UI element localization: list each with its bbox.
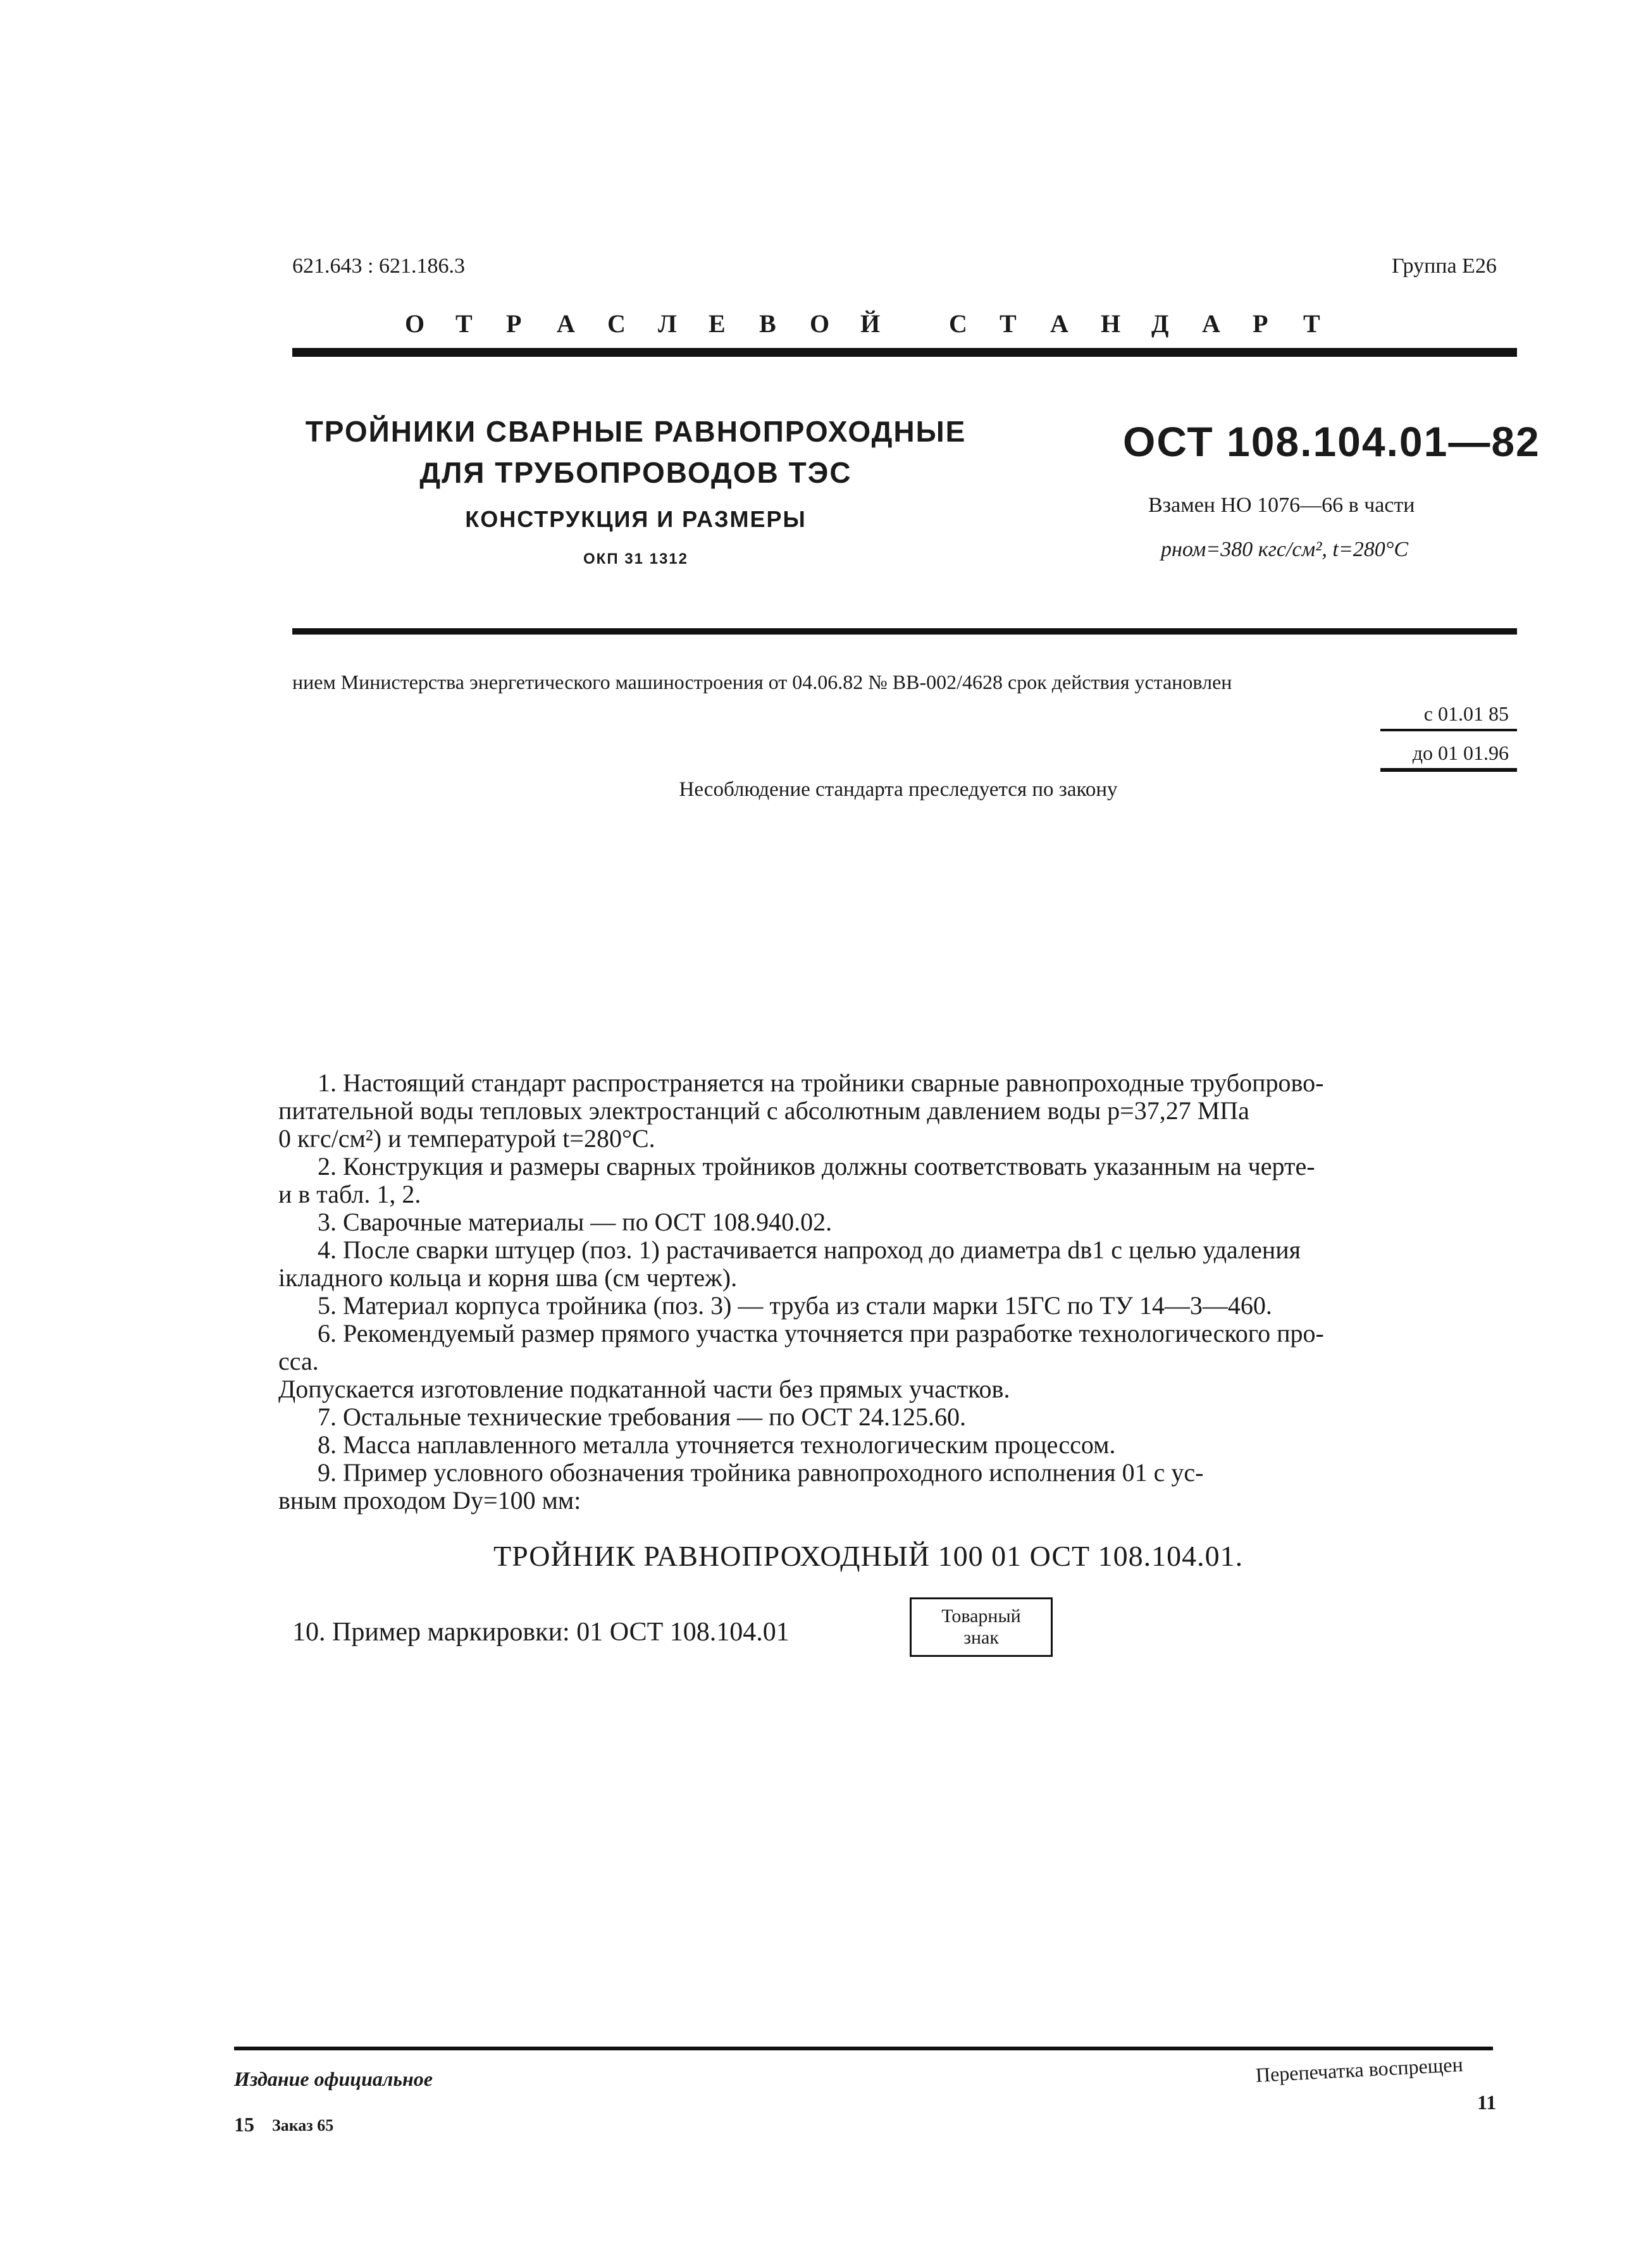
title-rule bbox=[292, 628, 1517, 635]
document-title-line2: ДЛЯ ТРУБОПРОВОДОВ ТЭС bbox=[419, 456, 852, 489]
heading-letter: Р bbox=[1253, 309, 1268, 338]
clause-line: 1. Настоящий стандарт распространяется на тройники сварные равнопроходные трубопрово- bbox=[318, 1069, 1324, 1097]
edition-label: Издание официальное bbox=[234, 2067, 433, 2090]
marking-example: 10. Пример маркировки: 01 ОСТ 108.104.01 bbox=[292, 1618, 790, 1647]
date-to: до 01 01.96 bbox=[1412, 741, 1509, 764]
trademark-stamp bbox=[910, 1597, 1053, 1657]
heading-letter: А bbox=[1050, 309, 1068, 338]
heading-letter: Й bbox=[860, 309, 881, 338]
order-label: Заказ 65 bbox=[272, 2116, 334, 2135]
heading-letter: А bbox=[1202, 309, 1220, 338]
clause-line: 8. Масса наплавленного металла уточняется технологическим процессом. bbox=[318, 1430, 1116, 1459]
document-subtitle: КОНСТРУКЦИЯ И РАЗМЕРЫ bbox=[465, 506, 807, 532]
footer-rule bbox=[234, 2047, 1493, 2050]
clause-line: сса. bbox=[278, 1347, 319, 1375]
heading-letter: А bbox=[557, 309, 575, 338]
date-from: с 01.01 85 bbox=[1423, 702, 1509, 725]
clause-line: 5. Материал корпуса тройника (поз. 3) — труба из стали марки 15ГС по ТУ 14—3—460. bbox=[318, 1291, 1272, 1320]
clause-line: ікладного кольца и корня шва (см чертеж). bbox=[278, 1263, 738, 1292]
header-rule bbox=[292, 348, 1517, 357]
standard-type-heading bbox=[405, 309, 1392, 340]
clause-line: 0 кгс/см²) и температурой t=280°С. bbox=[278, 1124, 655, 1153]
decree-text: нием Министерства энергетического машиностроения от 04.06.82 № ВВ-002/4628 срок действия установлен bbox=[292, 671, 1232, 693]
heading-letter: Е bbox=[709, 309, 726, 338]
compliance-notice: Несоблюдение стандарта преследуется по закону bbox=[679, 778, 1118, 801]
udc-code: 621.643 : 621.186.3 bbox=[292, 254, 465, 278]
heading-letter: Р bbox=[506, 309, 522, 338]
stamp-line1: Товарный bbox=[941, 1606, 1021, 1627]
clause-line: Допускается изготовление подкатанной части без прямых участков. bbox=[278, 1375, 1010, 1403]
order-number: 15 bbox=[234, 2113, 254, 2136]
replaces-line2: pном=380 кгс/см², t=280°C bbox=[1161, 538, 1409, 561]
clause-line: 9. Пример условного обозначения тройника равнопроходного исполнения 01 с ус- bbox=[318, 1458, 1204, 1487]
heading-letter: С bbox=[607, 309, 626, 338]
page-number: 11 bbox=[1477, 2091, 1497, 2114]
clause-line: вным проходом Dу=100 мм: bbox=[278, 1486, 581, 1515]
heading-letter: Д bbox=[1151, 309, 1169, 338]
reprint-notice: Перепечатка воспрещен bbox=[1255, 2052, 1464, 2086]
date-from-rule bbox=[1380, 729, 1517, 731]
heading-letter: Т bbox=[1000, 309, 1017, 338]
heading-letter: Н bbox=[1101, 309, 1121, 338]
example-designation: ТРОЙНИК РАВНОПРОХОДНЫЙ 100 01 ОСТ 108.104.01. bbox=[493, 1540, 1244, 1572]
heading-letter: В bbox=[759, 309, 776, 338]
clause-line: и в табл. 1, 2. bbox=[278, 1180, 421, 1208]
stamp-line2: знак bbox=[963, 1627, 999, 1648]
heading-letter: Т bbox=[1303, 309, 1320, 338]
clause-line: питательной воды тепловых электростанций с абсолютным давлением воды p=37,27 МПа bbox=[278, 1096, 1249, 1125]
clause-line: 7. Остальные технические требования — по ОСТ 24.125.60. bbox=[318, 1403, 966, 1431]
heading-letter: С bbox=[949, 309, 967, 338]
clause-line: 6. Рекомендуемый размер прямого участка уточняется при разработке технологического про- bbox=[318, 1319, 1324, 1348]
okp-code: ОКП 31 1312 bbox=[583, 550, 688, 567]
date-to-rule bbox=[1380, 768, 1517, 772]
heading-letter: Т bbox=[455, 309, 473, 338]
group-code: Группа Е26 bbox=[1392, 254, 1497, 278]
heading-letter: О bbox=[405, 309, 425, 338]
standard-number: ОСТ 108.104.01—82 bbox=[1123, 418, 1540, 465]
heading-letter: Л bbox=[658, 309, 677, 338]
clause-line: 2. Конструкция и размеры сварных тройников должны соответствовать указанным на черте- bbox=[318, 1152, 1315, 1180]
clause-line: 3. Сварочные материалы — по ОСТ 108.940.02. bbox=[318, 1208, 833, 1236]
replaces-line1: Взамен НО 1076—66 в части bbox=[1148, 493, 1415, 517]
document-title-line1: ТРОЙНИКИ СВАРНЫЕ РАВНОПРОХОДНЫЕ bbox=[305, 415, 967, 448]
clauses-block bbox=[278, 1069, 1518, 1515]
clause-line: 4. После сварки штуцер (поз. 1) растачивается напроход до диаметра dв1 с целью удаления bbox=[318, 1236, 1301, 1264]
heading-letter: О bbox=[810, 309, 830, 338]
